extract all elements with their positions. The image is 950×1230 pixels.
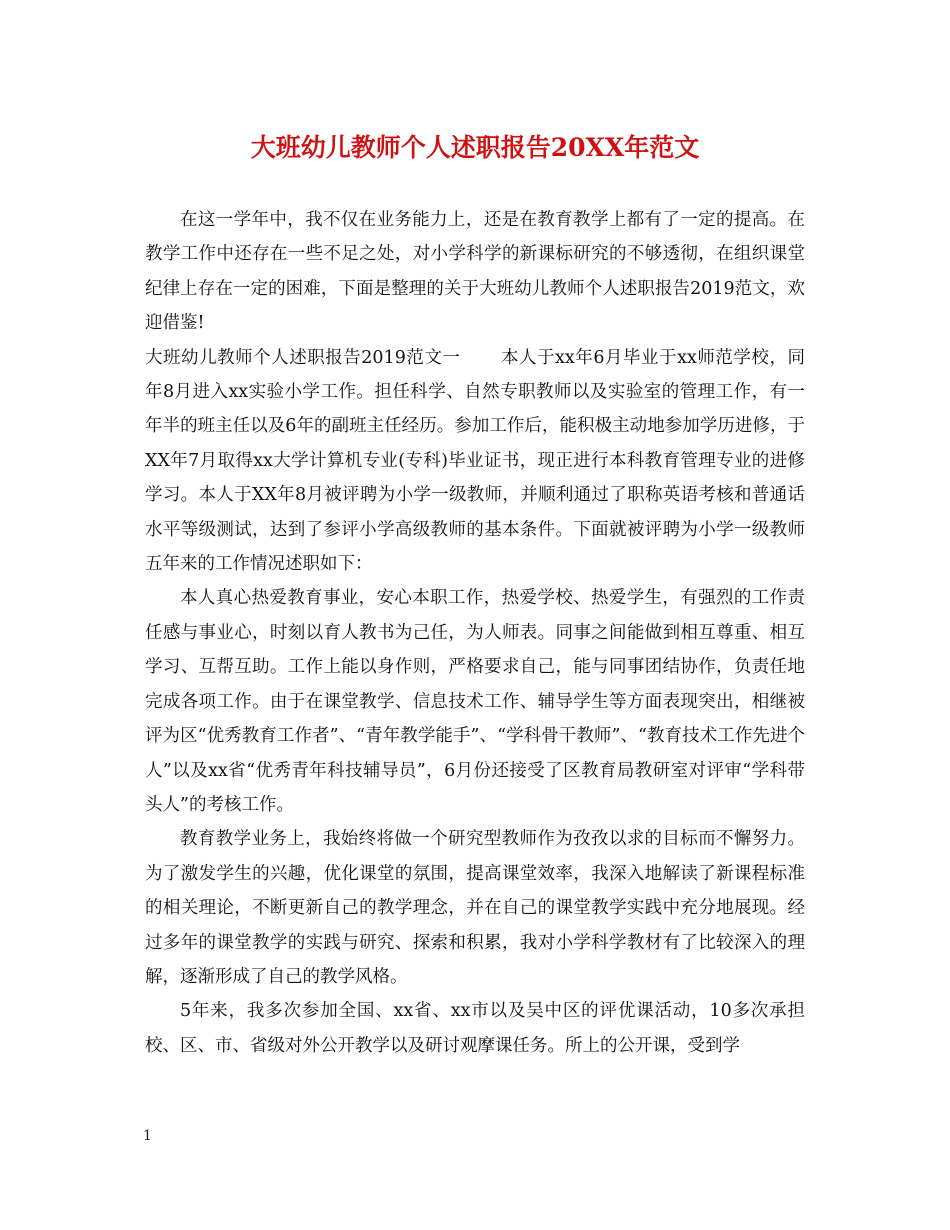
section-paragraph	[145, 341, 805, 582]
page-number: 1	[143, 1128, 152, 1144]
body-paragraph-2: 教育教学业务上，我始终将做一个研究型教师作为孜孜以求的目标而不懈努力。为了激发学生的兴趣，优化课堂的氛围，提高课堂效率，我深入地解读了新课程标准的相关理论，不断更新自己的教学理念，并在自己的课堂教学实践中充分地展现。经过多年的课堂教学的实践与研究、探索和积累，我对小学科学教材有了比较深入的理解，逐渐形成了自己的教学风格。	[145, 829, 805, 987]
document-title: 大班幼儿教师个人述职报告20XX年范文	[250, 133, 700, 162]
intro-paragraph: 在这一学年中，我不仅在业务能力上，还是在教育教学上都有了一定的提高。在教学工作中还存在一些不足之处，对小学科学的新课标研究的不够透彻，在组织课堂纪律上存在一定的困难，下面是整理的关于大班幼儿教师个人述职报告2019范文，欢迎借鉴!	[145, 210, 805, 334]
body-paragraph-1: 本人真心热爱教育事业，安心本职工作，热爱学校、热爱学生，有强烈的工作责任感与事业心，时刻以育人教书为己任，为人师表。同事之间能做到相互尊重、相互学习、互帮互助。工作上能以身作则，严格要求自己，能与同事团结协作，负责任地完成各项工作。由于在课堂教学、信息技术工作、辅导学生等方面表现突出，相继被评为区“优秀教育工作者”、“青年教学能手”、“学科骨干教师”、“教育技术工作先进个人”以及xx省“优秀青年科技辅导员”，6月份还接受了区教育局教研室对评审“学科带头人”的考核工作。	[145, 588, 805, 815]
body-paragraph-3: 5年来，我多次参加全国、xx省、xx市以及吴中区的评优课活动，10多次承担校、区、市、省级对外公开教学以及研讨观摩课任务。所上的公开课，受到学	[145, 1001, 805, 1056]
section-opening-text: 本人于xx年6月毕业于xx师范学校，同年8月进入xx实验小学工作。担任科学、自然专职教师以及实验室的管理工作，有一年半的班主任以及6年的副班主任经历。参加工作后，能积极主动地参加学历进修，于XX年7月取得xx大学计算机专业(专科)毕业证书，现正进行本科教育管理专业的进修学习。本人于XX年8月被评聘为小学一级教师，并顺利通过了职称英语考核和普通话水平等级测试，达到了参评小学高级教师的基本条件。下面就被评聘为小学一级教师五年来的工作情况述职如下：	[145, 347, 805, 575]
section-heading: 大班幼儿教师个人述职报告2019范文一	[145, 347, 461, 368]
document-body	[145, 203, 805, 1063]
